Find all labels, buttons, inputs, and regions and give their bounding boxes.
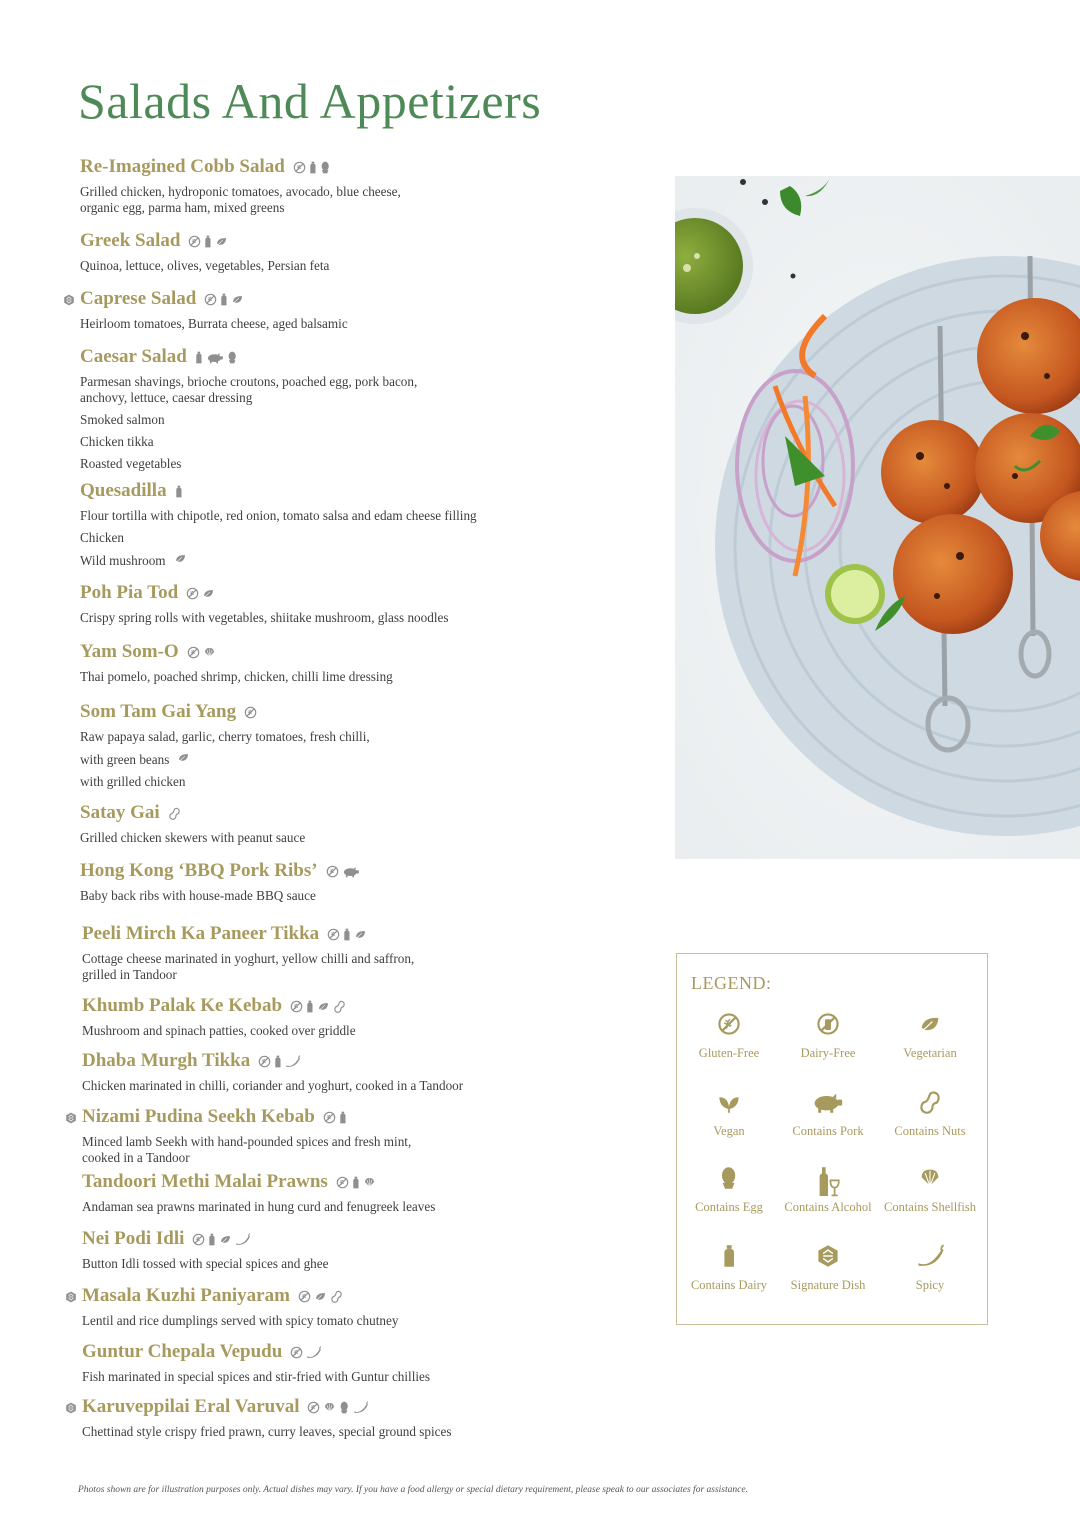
dish-name: Caprese Salad [80,288,197,309]
menu-item [82,1170,622,1215]
description-line: Flour tortilla with chipotle, red onion, tomato salsa and edam cheese filling [80,508,477,523]
dish-name: Hong Kong ‘BBQ Pork Ribs’ [80,860,318,881]
dish-name: Nizami Pudina Seekh Kebab [82,1106,315,1127]
vegan-icon [677,1090,781,1120]
description-line: Crispy spring rolls with vegetables, shiitake mushroom, glass noodles [80,610,449,625]
dish-description [80,316,620,332]
description-line: cooked in a Tandoor [82,1150,190,1165]
dish-description [80,830,620,846]
dairy-icon [352,1176,360,1189]
gluten-free-icon [336,1176,349,1189]
gluten-free-icon [307,1401,320,1414]
dish-description [82,1134,622,1166]
legend-label: Contains Dairy [690,1278,768,1292]
description-line: Quinoa, lettuce, olives, vegetables, Persian feta [80,258,330,273]
menu-item [82,922,622,983]
vegetarian-icon [314,1290,327,1303]
menu-item [80,479,620,569]
gluten-free-icon [188,235,201,248]
legend-label: Contains Shellfish [883,1200,977,1214]
description-line: Fish marinated in special spices and stir-fried with Guntur chillies [82,1369,431,1384]
vegetarian-icon [878,1012,982,1042]
shellfish-icon [363,1176,376,1189]
legend-item [776,1012,880,1061]
dish-description [82,951,622,983]
legend-item [776,1090,880,1139]
legend-label: Contains Alcohol [784,1200,872,1214]
description-line: Cottage cheese marinated in yoghurt, yellow chilli and saffron, [82,951,415,966]
dish-name: Re-Imagined Cobb Salad [80,156,285,177]
dish-name: Peeli Mirch Ka Paneer Tikka [82,923,320,944]
legend-label: Contains Pork [792,1124,864,1138]
description-line: Raw papaya salad, garlic, cherry tomatoes, fresh chilli, [80,729,370,744]
dish-description [80,258,620,274]
gluten-free-icon [327,928,340,941]
dish-name: Quesadilla [80,480,167,501]
dairy-icon [309,161,317,174]
gluten-free-icon [244,706,257,719]
gluten-free-icon [323,1111,336,1124]
menu-item [80,155,620,216]
description-line: Heirloom tomatoes, Burrata cheese, aged balsamic [80,316,348,331]
spicy-icon [235,1233,251,1246]
dairy-icon [195,351,203,364]
legend-item [878,1166,982,1215]
vegetarian-icon [219,1233,232,1246]
dish-description [82,1023,622,1039]
signature-dish-icon [65,1401,77,1419]
dish-name: Satay Gai [80,802,160,823]
menu-item [80,345,620,472]
dish-description [82,1078,622,1094]
dairy-icon [175,485,183,498]
description-line: Grilled chicken skewers with peanut sauce [80,830,306,845]
dish-description [82,1424,622,1440]
pork-icon [342,865,360,878]
signature-dish-icon [65,1111,77,1129]
pork-icon [206,351,224,364]
gluten-free-icon [298,1290,311,1303]
dish-name: Yam Som-O [80,641,179,662]
dish-variant: with grilled chicken [80,774,186,789]
gluten-free-icon [204,293,217,306]
menu-item [80,801,620,846]
signature-dish-icon [65,1290,77,1308]
dish-name: Nei Podi Idli [82,1228,185,1249]
gluten-free-icon [326,865,339,878]
alcohol-icon [776,1166,880,1196]
dish-name: Guntur Chepala Vepudu [82,1341,283,1362]
description-line: Parmesan shavings, brioche croutons, poached egg, pork bacon, [80,374,418,389]
legend-label: Spicy [915,1278,945,1292]
spicy-icon [878,1244,982,1274]
egg-icon [227,351,237,364]
dairy-free-icon [776,1012,880,1042]
pork-icon [776,1090,880,1120]
vegetarian-icon [177,751,190,768]
dairy-icon [274,1055,282,1068]
nuts-icon [878,1090,982,1120]
shellfish-icon [203,646,216,659]
dish-variant: Roasted vegetables [80,456,182,471]
dish-name: Som Tam Gai Yang [80,701,237,722]
legend-label: Contains Nuts [894,1124,966,1138]
dish-name: Khumb Palak Ke Kebab [82,995,283,1016]
legend-label: Gluten-Free [698,1046,760,1060]
dairy-icon [339,1111,347,1124]
dairy-icon [220,293,228,306]
dish-variant: with green beans [80,751,170,767]
legend-item [878,1244,982,1293]
spicy-icon [285,1055,301,1068]
description-line: anchovy, lettuce, caesar dressing [80,390,253,405]
legend-item [776,1244,880,1293]
footer-disclaimer: Photos shown are for illustration purposes only. Actual dishes may vary. If you have a food allergy or special dietary requirement, please speak to our associates for assistance. [78,1485,748,1495]
menu-item [82,1049,622,1094]
dish-description [82,1369,622,1385]
dish-name: Masala Kuzhi Paniyaram [82,1285,290,1306]
dish-description [80,374,620,406]
egg-icon [339,1401,349,1414]
egg-icon [320,161,330,174]
dish-name: Dhaba Murgh Tikka [82,1050,251,1071]
legend-label: Vegan [713,1124,745,1138]
dish-description [80,729,620,745]
dish-photo [675,176,1080,859]
nuts-icon [333,1000,346,1013]
vegetarian-icon [202,587,215,600]
page-title: Salads And Appetizers [78,73,542,129]
description-line: Lentil and rice dumplings served with spicy tomato chutney [82,1313,399,1328]
shellfish-icon [323,1401,336,1414]
signature-dish-icon [63,293,75,311]
legend-item [776,1166,880,1215]
legend-item [878,1012,982,1061]
gluten-free-icon [290,1000,303,1013]
legend-label: Vegetarian [903,1046,957,1060]
menu-item [80,859,620,904]
vegetarian-icon [215,235,228,248]
gluten-free-icon [677,1012,781,1042]
description-line: Chicken marinated in chilli, coriander and yoghurt, cooked in a Tandoor [82,1078,464,1093]
dish-name: Poh Pia Tod [80,582,179,603]
description-line: Thai pomelo, poached shrimp, chicken, chilli lime dressing [80,669,393,684]
dish-name: Karuveppilai Eral Varuval [82,1396,300,1417]
dish-description [80,508,620,524]
menu-item [82,1340,622,1385]
vegetarian-icon [174,552,187,569]
dish-variant: Chicken [80,530,124,545]
description-line: Mushroom and spinach patties, cooked over griddle [82,1023,356,1038]
dish-name: Caesar Salad [80,346,187,367]
description-line: Andaman sea prawns marinated in hung curd and fenugreek leaves [82,1199,436,1214]
menu-item [82,1395,622,1440]
dish-description [80,669,620,685]
shellfish-icon [878,1166,982,1196]
dairy-icon [208,1233,216,1246]
dairy-icon [204,235,212,248]
legend-item [677,1166,781,1215]
dairy-icon [306,1000,314,1013]
menu-item [82,1227,622,1272]
menu-item [80,640,620,685]
nuts-icon [168,807,181,820]
legend-item [878,1090,982,1139]
legend-box [676,953,988,1325]
vegetarian-icon [231,293,244,306]
signature-icon [776,1244,880,1274]
dairy-icon [343,928,351,941]
dish-name: Greek Salad [80,230,181,251]
vegetarian-icon [317,1000,330,1013]
legend-label: Signature Dish [790,1278,866,1292]
menu-item [82,994,622,1039]
vegetarian-icon [354,928,367,941]
description-line: Minced lamb Seekh with hand-pounded spices and fresh mint, [82,1134,412,1149]
gluten-free-icon [187,646,200,659]
legend-title: LEGEND: [691,973,772,993]
description-line: Baby back ribs with house-made BBQ sauce [80,888,316,903]
spicy-icon [353,1401,369,1414]
description-line: Chettinad style crispy fried prawn, curry leaves, special ground spices [82,1424,452,1439]
gluten-free-icon [290,1346,303,1359]
gluten-free-icon [192,1233,205,1246]
dish-description [80,888,620,904]
description-line: Grilled chicken, hydroponic tomatoes, avocado, blue cheese, [80,184,401,199]
dish-variant: Chicken tikka [80,434,154,449]
menu-item [80,287,620,332]
description-line: organic egg, parma ham, mixed greens [80,200,285,215]
dish-description [80,610,620,626]
legend-label: Dairy-Free [800,1046,856,1060]
dish-name: Tandoori Methi Malai Prawns [82,1171,328,1192]
dish-description [82,1199,622,1215]
gluten-free-icon [258,1055,271,1068]
nuts-icon [330,1290,343,1303]
menu-item [82,1284,622,1329]
dish-variant: Smoked salmon [80,412,165,427]
menu-item [80,229,620,274]
legend-item [677,1244,781,1293]
gluten-free-icon [186,587,199,600]
dish-description [82,1313,622,1329]
description-line: Button Idli tossed with special spices and ghee [82,1256,329,1271]
menu-item [80,700,620,790]
dish-description [82,1256,622,1272]
egg-icon [677,1166,781,1196]
legend-item [677,1012,781,1061]
legend-label: Contains Egg [695,1200,763,1214]
gluten-free-icon [293,161,306,174]
menu-item [82,1105,622,1166]
dairy-icon [677,1244,781,1274]
spicy-icon [306,1346,322,1359]
menu-item [80,581,620,626]
description-line: grilled in Tandoor [82,967,177,982]
dish-variant: Wild mushroom [80,552,166,568]
legend-item [677,1090,781,1139]
dish-description [80,184,620,216]
